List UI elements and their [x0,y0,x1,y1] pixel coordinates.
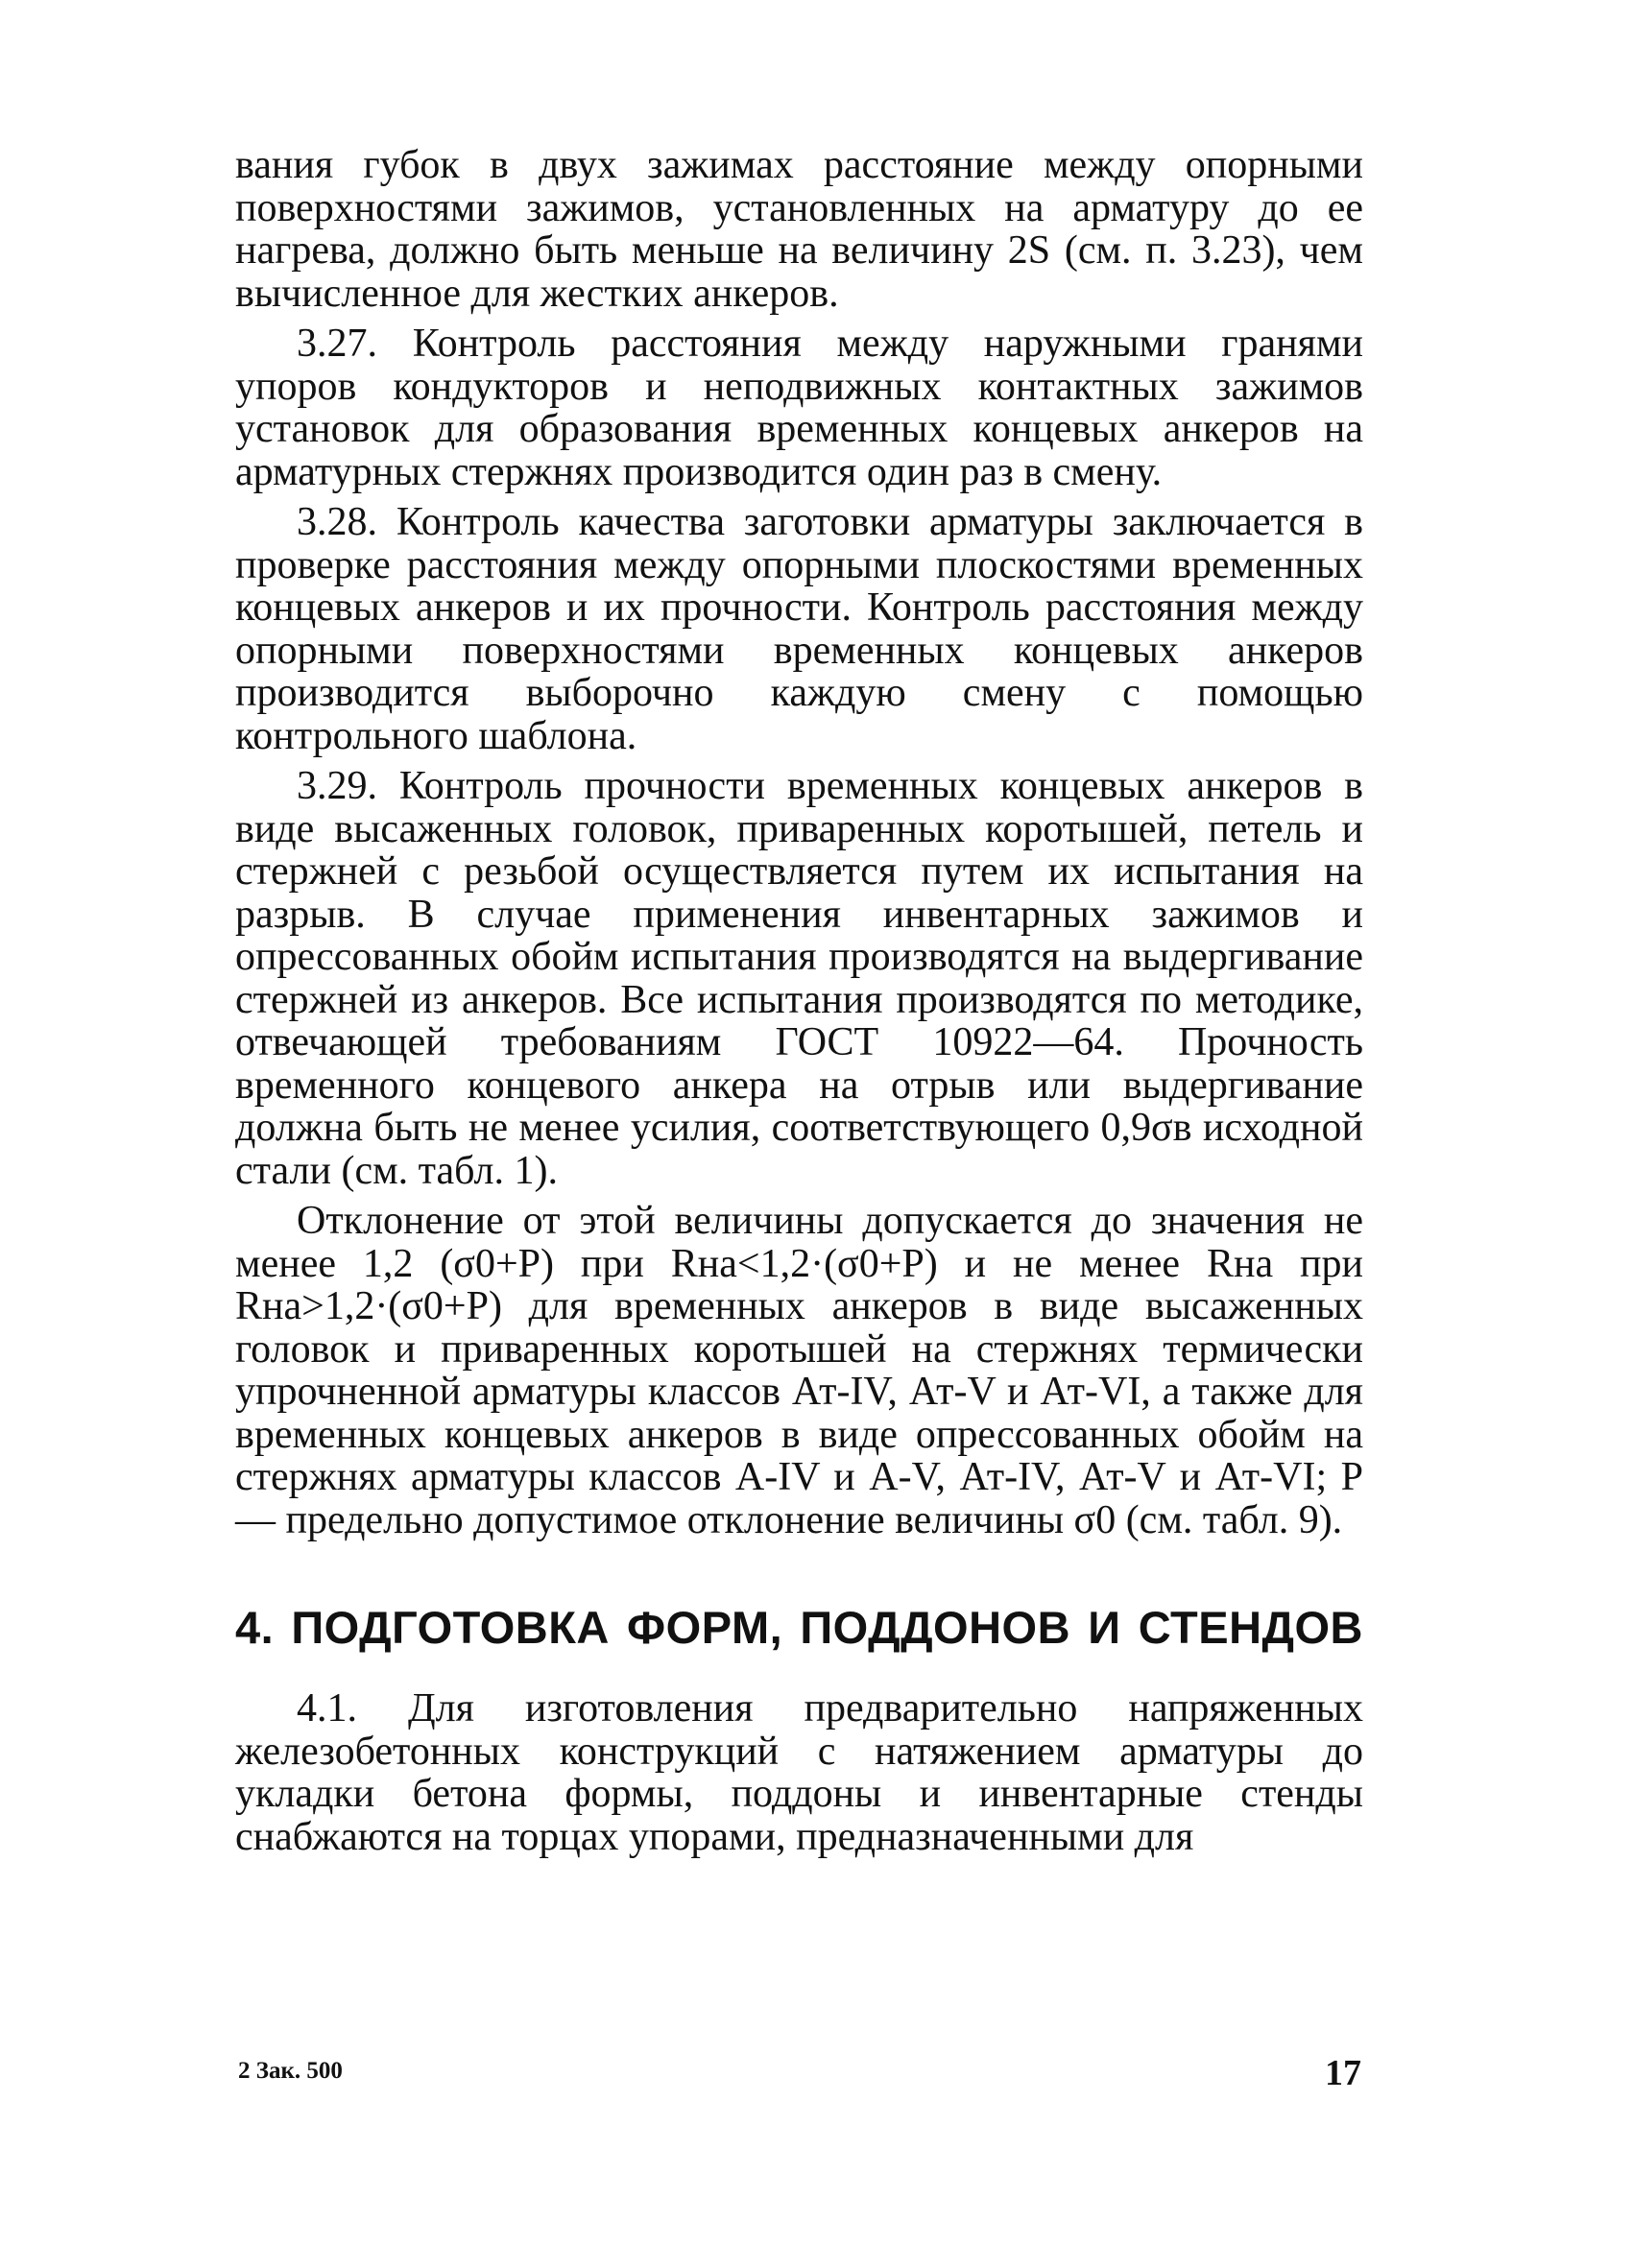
paragraph-continuation: вания губок в двух зажимах расстояние между опорными поверхностями зажимов, установленных на арматуру до ее нагрева, должно быть меньше на величину 2S (см. п. 3.23), чем вычисленное для жестких анкеров. [235,143,1363,316]
printer-signature: 2 Зак. 500 [238,2058,343,2084]
paragraph-3-29: 3.29. Контроль прочности временных концевых анкеров в виде высаженных головок, приваренных коротышей, петель и стержней с резьбой осуществляется путем их испытания на разрыв. В случае применения инвентарных зажимов и опрессованных обойм испытания производятся на выдергивание стержней из анкеров. Все испытания производятся по методике, отвечающей требованиям ГОСТ 10922—64. Прочность временного концевого анкера на отрыв или выдергивание должна быть не менее усилия, соответствующего 0,9σв исходной стали (см. табл. 1). [235,764,1363,1193]
section-heading: 4. ПОДГОТОВКА ФОРМ, ПОДДОНОВ И СТЕНДОВ [235,1602,1363,1653]
paragraph-deviation: Отклонение от этой величины допускается до значения не менее 1,2 (σ0+P) при Rнa<1,2·(σ0+P) и не менее Rнa при Rнa>1,2·(σ0+P) для временных анкеров в виде высаженных головок и приваренных коротышей на стержнях термически упрочненной арматуры классов Ат-IV, Ат-V и Ат-VI, а также для временных концевых анкеров в виде опрессованных обойм на стержнях арматуры классов А-IV и А-V, Ат-IV, Ат-V и Ат-VI; P — предельно допустимое отклонение величины σ0 (см. табл. 9). [235,1199,1363,1542]
paragraph-3-28: 3.28. Контроль качества заготовки арматуры заключается в проверке расстояния между опорными плоскостями временных концевых анкеров и их прочности. Контроль расстояния между опорными поверхностями временных концевых анкеров производится выборочно каждую смену с помощью контрольного шаблона. [235,500,1363,758]
paragraph-3-27: 3.27. Контроль расстояния между наружными гранями упоров кондукторов и неподвижных контактных зажимов установок для образования временных концевых анкеров на арматурных стержнях производится один раз в смену. [235,322,1363,494]
paragraph-4-1: 4.1. Для изготовления предварительно напряженных железобетонных конструкций с натяжением арматуры до укладки бетона формы, поддоны и инвентарные стенды снабжаются на торцах упорами, предназначенными для [235,1686,1363,1859]
page-number: 17 [1325,2053,1361,2093]
body-text [235,144,1363,1858]
